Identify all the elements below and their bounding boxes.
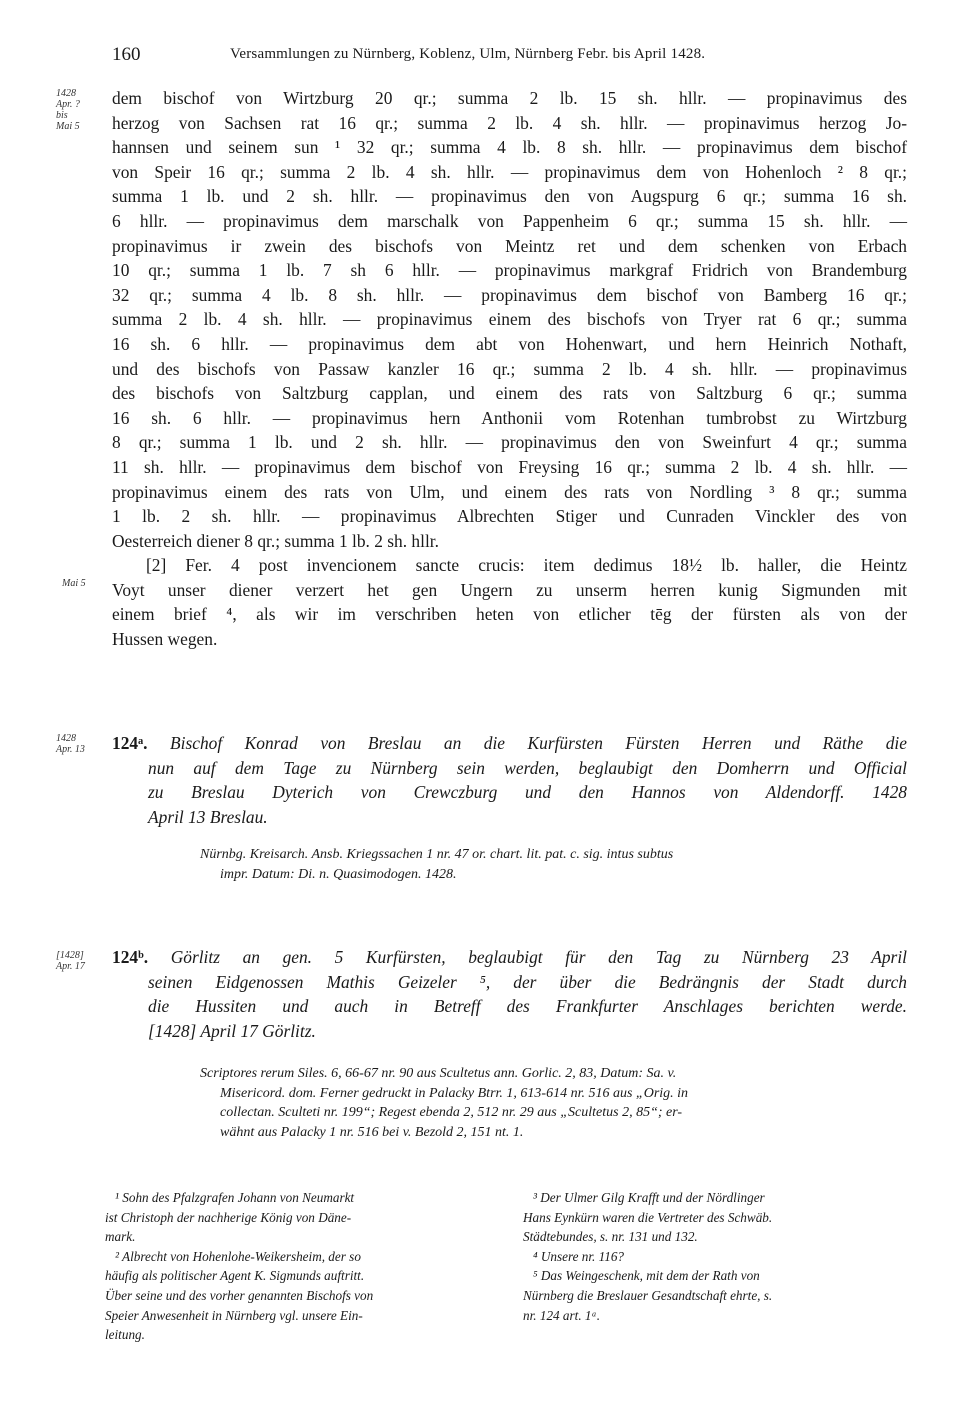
heading-line — [112, 945, 907, 970]
heading-line: April 13 Breslau. — [148, 806, 268, 827]
text-line: summa 1 lb. und 2 sh. hllr. — propinavimus den von Augspurg 6 qr.; summa 16 sh. — [112, 186, 907, 207]
footnote-line: ist Christoph der nachherige König von Däne- — [105, 1209, 352, 1225]
document-124b-source — [200, 1064, 905, 1142]
text-line: propinavimus einem des rats von Ulm, und einem des rats von Nordling ³ 8 qr.; summa — [112, 481, 907, 502]
running-head: Versammlungen zu Nürnberg, Koblenz, Ulm, Nürnberg Febr. bis April 1428. — [230, 46, 706, 62]
document-number: 124ᵇ. — [112, 947, 149, 967]
source-line: wähnt aus Palacky 1 nr. 516 bei v. Bezold 2, 151 nt. 1. — [220, 1124, 524, 1140]
footnote-line: nr. 124 art. 1ᵃ. — [523, 1307, 601, 1323]
footnote-line: ¹ Sohn des Pfalzgrafen Johann von Neumarkt — [115, 1190, 355, 1205]
paragraph-2-line: einem brief ⁴, als wir im verschriben heten von etlicher tēg der fürsten als von der — [112, 604, 907, 625]
text-line: dem bischof von Wirtzburg 20 qr.; summa 2 lb. 15 sh. hllr. — propinavimus des — [112, 88, 907, 108]
text-line: propinavimus ir zwein des bischofs von Meintz ret und dem schenken von Erbach — [112, 235, 907, 256]
document-124a-source — [200, 845, 905, 884]
heading-line: die Hussiten und auch in Betreff des Frankfurter Anschlages berichten werde. — [148, 996, 907, 1017]
text-line: 6 hllr. — propinavimus dem marschalk von Pappenheim 6 qr.; summa 15 sh. hllr. — — [112, 210, 907, 231]
heading-line: [1428] April 17 Görlitz. — [148, 1020, 316, 1041]
source-line: Misericord. dom. Ferner gedruckt in Palacky Btrr. 1, 613-614 nr. 516 aus „Orig. in — [220, 1085, 689, 1101]
heading-text: Görlitz an gen. 5 Kurfürsten, beglaubigt für den Tag zu Nürnberg 23 April — [170, 947, 907, 967]
text-line: summa 2 lb. 4 sh. hllr. — propinavimus einem des bischofs von Tryer rat 6 qr.; summa — [112, 309, 907, 330]
margin-date-4: [1428] Apr. 17 — [56, 950, 85, 972]
footnote-line: leitung. — [105, 1327, 145, 1343]
page-number: 160 — [112, 44, 141, 65]
paragraph-2-line: Voyt unser diener verzert het gen Ungern zu unserm herren kunig Sigmunden mit — [112, 579, 907, 600]
text-line: 32 qr.; summa 4 lb. 8 sh. hllr. — propinavimus dem bischof von Bamberg 16 qr.; — [112, 284, 907, 305]
document-124a-heading — [112, 731, 907, 829]
footnote-line: Über seine und des vorher genannten Bischofs von — [105, 1287, 374, 1303]
paragraph-2-line: [2] Fer. 4 post invencionem sancte crucis: item dedimus 18½ lb. haller, die Heintz — [146, 555, 907, 576]
text-line: hannsen und seinem sun ¹ 32 qr.; summa 4 lb. 8 sh. hllr. — propinavimus dem bischof — [112, 137, 907, 158]
text-line: von Speir 16 qr.; summa 2 lb. 4 sh. hllr. — propinavimus dem von Hohenloch ² 8 qr.; — [112, 161, 907, 182]
document-number: 124ᵃ. — [112, 733, 148, 753]
footnote-line: häufig als politischer Agent K. Sigmunds auftritt. — [105, 1268, 365, 1284]
source-line: impr. Datum: Di. n. Quasimodogen. 1428. — [220, 866, 457, 882]
margin-date-1: 1428 Apr. ? bis Mai 5 — [56, 88, 80, 132]
heading-line: zu Breslau Dyterich von Crewczburg und den Hannos von Aldendorff. 1428 — [148, 782, 907, 803]
heading-text: Bischof Konrad von Breslau an die Kurfürsten Fürsten Herren und Räthe die — [170, 733, 907, 753]
footnote-line: ² Albrecht von Hohenlohe-Weikersheim, der so — [115, 1248, 361, 1264]
text-line: und des bischofs von Passaw kanzler 16 qr.; summa 2 lb. 4 sh. hllr. — propinavimus — [112, 358, 907, 379]
heading-line — [112, 731, 907, 756]
text-line: herzog von Sachsen rat 16 qr.; summa 2 lb. 4 sh. hllr. — propinavimus herzog Jo- — [112, 112, 907, 133]
heading-line: seinen Eidgenossen Mathis Geizeler ⁵, der über die Bedrängnis der Stadt durch — [148, 971, 907, 992]
text-line: 16 sh. 6 hllr. — propinavimus hern Anthonii vom Rotenhan tumbrobst zu Wirtzburg — [112, 407, 907, 428]
footnote-line: Hans Eynkürn waren die Vertreter des Schwäb. — [523, 1209, 773, 1225]
footnotes-left-column — [105, 1188, 480, 1345]
margin-date-3: 1428 Apr. 13 — [56, 733, 85, 755]
document-124b-heading — [112, 945, 907, 1043]
source-line: Nürnbg. Kreisarch. Ansb. Kriegssachen 1 nr. 47 or. chart. lit. pat. c. sig. intus subtus — [200, 847, 674, 862]
account-entries — [112, 86, 907, 652]
source-line: Scriptores rerum Siles. 6, 66-67 nr. 90 aus Scultetus ann. Gorlic. 2, 83, Datum: Sa. v. — [200, 1066, 677, 1081]
text-line: Oesterreich diener 8 qr.; summa 1 lb. 2 sh. hllr. — [112, 530, 439, 551]
footnote-line: ⁴ Unsere nr. 116? — [533, 1248, 625, 1264]
text-line: 8 qr.; summa 1 lb. und 2 sh. hllr. — propinavimus den von Sweinfurt 4 qr.; summa — [112, 432, 907, 453]
footnote-line: ³ Der Ulmer Gilg Krafft und der Nördlinger — [533, 1190, 765, 1205]
source-line: collectan. Sculteti nr. 199“; Regest ebenda 2, 512 nr. 29 aus „Scultetus 2, 85“; er- — [220, 1105, 683, 1120]
text-line: 1 lb. 2 sh. hllr. — propinavimus Albrechten Stiger und Cunraden Vinckler des von — [112, 506, 907, 527]
text-line: 10 qr.; summa 1 lb. 7 sh 6 hllr. — propinavimus markgraf Fridrich von Brandemburg — [112, 260, 907, 281]
footnote-line: Nürnberg die Breslauer Gesandtschaft ehrte, s. — [523, 1287, 773, 1303]
paragraph-2-line: Hussen wegen. — [112, 629, 218, 650]
margin-date-2: Mai 5 — [62, 578, 86, 589]
footnote-line: Speier Anwesenheit in Nürnberg vgl. unsere Ein- — [105, 1307, 363, 1323]
text-line: 16 sh. 6 hllr. — propinavimus dem abt von Hohenwart, und hern Heinrich Nothaft, — [112, 333, 907, 354]
footnote-line: ⁵ Das Weingeschenk, mit dem der Rath von — [533, 1268, 760, 1284]
footnote-line: mark. — [105, 1229, 136, 1245]
page-header — [112, 44, 902, 70]
footnotes — [105, 1188, 905, 1398]
footnote-line: Städtebundes, s. nr. 131 und 132. — [523, 1229, 698, 1245]
heading-line: nun auf dem Tage zu Nürnberg sein werden, beglaubigt den Domherrn und Official — [148, 757, 907, 778]
text-line: 11 sh. hllr. — propinavimus dem bischof von Freysing 16 qr.; summa 2 lb. 4 sh. hllr. — — [112, 456, 907, 477]
text-line: des bischofs von Saltzburg capplan, und einem des rats von Saltzburg 6 qr.; summa — [112, 383, 907, 404]
footnotes-right-column — [523, 1188, 898, 1325]
